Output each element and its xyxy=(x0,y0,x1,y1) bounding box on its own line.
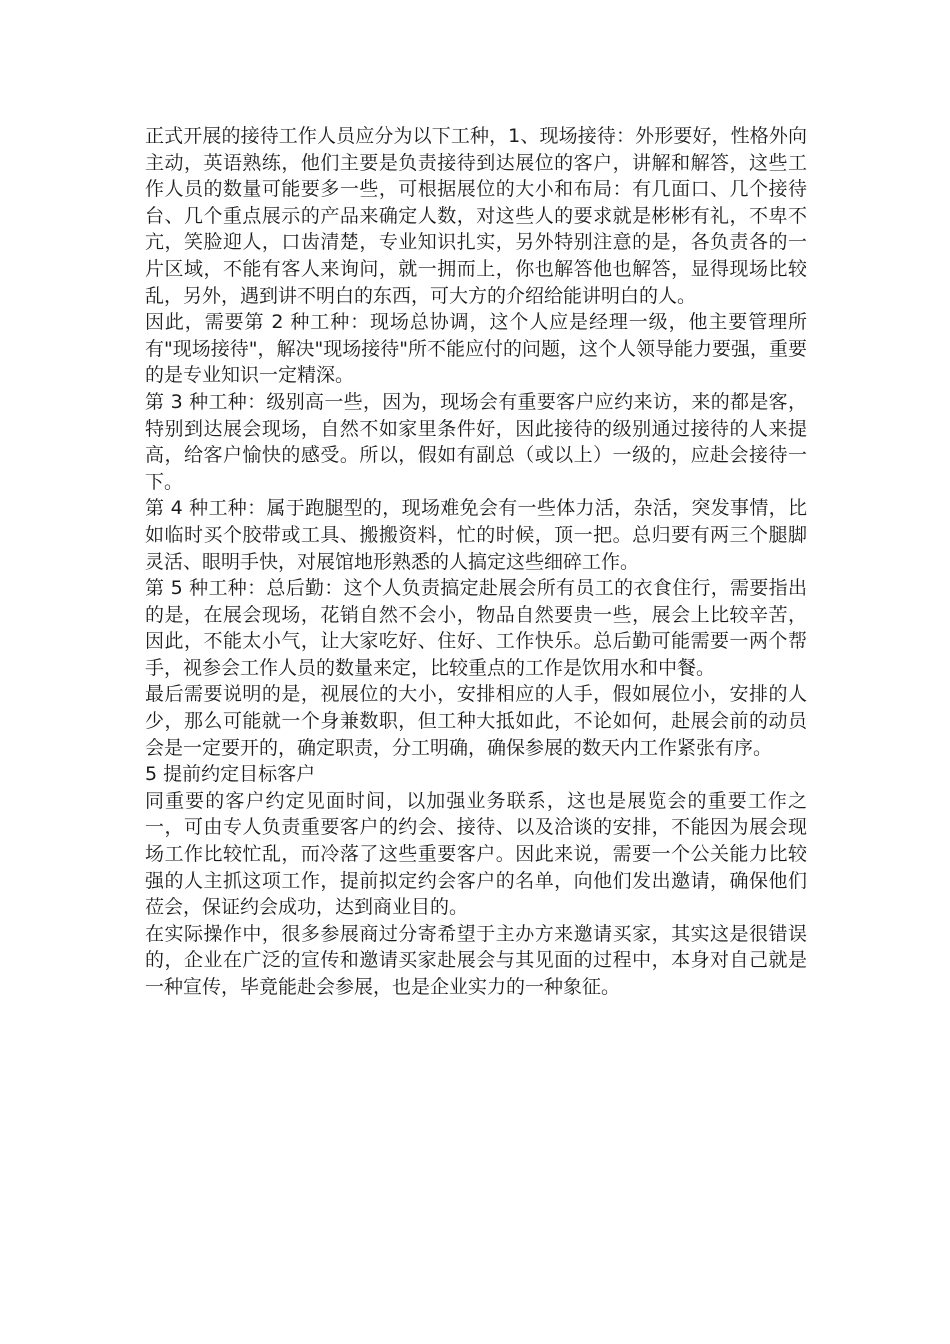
paragraph-practice: 在实际操作中，很多参展商过分寄希望于主办方来邀请买家，其实这是很错误的，企业在广泛的宣传和邀请买家赴展会与其见面的过程中，本身对自己就是一种宣传，毕竟能赴会参展，也是企业实力的一种象征。 xyxy=(145,922,807,998)
document-body xyxy=(145,123,807,1001)
paragraph-fifth-type: 第 5 种工种：总后勤：这个人负责搞定赴展会所有员工的衣食住行，需要指出的是，在展会现场，花销自然不会小，物品自然要贵一些，展会上比较辛苦，因此，不能太小气，让大家吃好、住好、工作快乐。总后勤可能需要一两个帮手，视参会工作人员的数量来定，比较重点的工作是饮用水和中餐。 xyxy=(145,577,807,679)
paragraph-third-type: 第 3 种工种：级别高一些，因为，现场会有重要客户应约来访，来的都是客，特别到达展会现场，自然不如家里条件好，因此接待的级别通过接待的人来提高，给客户愉快的感受。所以，假如有副总（或以上）一级的，应赴会接待一下。 xyxy=(145,390,807,493)
paragraph-second-type: 因此，需要第 2 种工种：现场总协调，这个人应是经理一级，他主要管理所有"现场接待"，解决"现场接待"所不能应付的问题，这个人领导能力要强，重要的是专业知识一定精深。 xyxy=(145,311,807,387)
paragraph-appointments: 同重要的客户约定见面时间，以加强业务联系，这也是展览会的重要工作之一，可由专人负责重要客户的约会、接待、以及洽谈的安排，不能因为展会现场工作比较忙乱，而冷落了这些重要客户。因此来说，需要一个公关能力比较强的人主抓这项工作，提前拟定约会客户的名单，向他们发出邀请，确保他们莅会，保证约会成功，达到商业目的。 xyxy=(145,789,807,919)
paragraph-fourth-type: 第 4 种工种：属于跑腿型的，现场难免会有一些体力活，杂活，突发事情，比如临时买个胶带或工具、搬搬资料，忙的时候，顶一把。总归要有两三个腿脚灵活、眼明手快，对展馆地形熟悉的人搞定这些细碎工作。 xyxy=(145,497,807,573)
section-heading: 5 提前约定目标客户 xyxy=(145,763,316,786)
paragraph-summary: 最后需要说明的是，视展位的大小，安排相应的人手，假如展位小，安排的人少，那么可能就一个身兼数职，但工种大抵如此，不论如何，赴展会前的动员会是一定要开的，确定职责，分工明确，确保参展的数天内工作紧张有序。 xyxy=(145,683,807,759)
paragraph-work-types: 正式开展的接待工作人员应分为以下工种，1、现场接待：外形要好，性格外向主动，英语熟练，他们主要是负责接待到达展位的客户，讲解和解答，这些工作人员的数量可能要多一些，可根据展位的大小和布局：有几面口、几个接待台、几个重点展示的产品来确定人数，对这些人的要求就是彬彬有礼，不卑不亢，笑脸迎人，口齿清楚，专业知识扎实，另外特别注意的是，各负责各的一片区域，不能有客人来询问，就一拥而上，你也解答他也解答，显得现场比较乱，另外，遇到讲不明白的东西，可大方的介绍给能讲明白的人。 xyxy=(145,125,807,307)
